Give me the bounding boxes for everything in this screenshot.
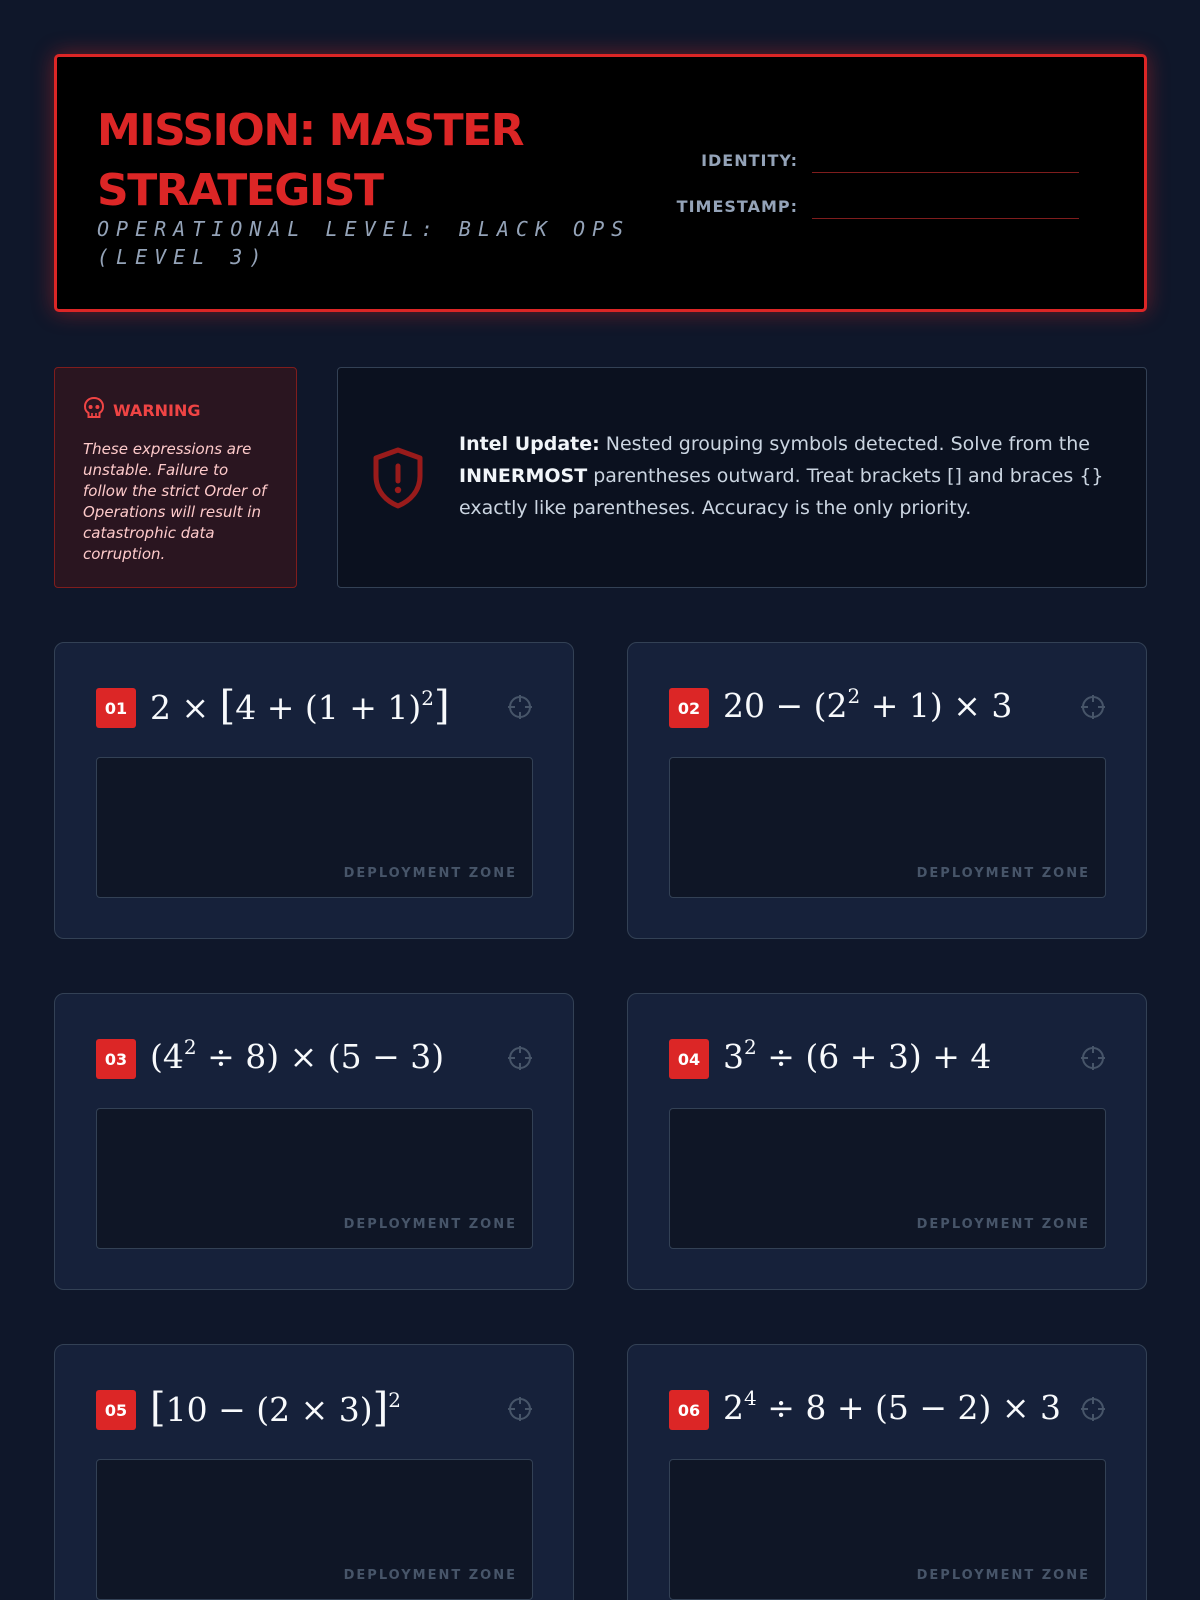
problem-expression: $20 - (2^2 + 1) \times 3$ — [723, 684, 1013, 725]
problem-card-06 — [627, 1344, 1147, 1600]
intel-text — [459, 428, 1119, 524]
timestamp-field[interactable] — [812, 193, 1079, 219]
timestamp-label: TIMESTAMP: — [676, 196, 798, 216]
problem-number: 04 — [669, 1039, 709, 1079]
mission-header — [54, 54, 1147, 312]
problem-expression: $2^4 \div 8 + (5 - 2) \times 3$ — [723, 1386, 1061, 1427]
problem-number: 01 — [96, 688, 136, 728]
deployment-zone-label: DEPLOYMENT ZONE — [916, 866, 1090, 881]
intel-panel — [337, 367, 1147, 588]
deployment-zone-label: DEPLOYMENT ZONE — [343, 1568, 517, 1583]
crosshair-icon — [507, 1396, 533, 1427]
deployment-zone-label: DEPLOYMENT ZONE — [343, 866, 517, 881]
problem-expression: $2 \times [4 + (1 + 1)^2]$ — [150, 683, 450, 729]
identity-label: IDENTITY: — [701, 150, 798, 170]
warning-text: These expressions are unstable. Failure to follow the strict Order of Operations will result in catastrophic data corruption. — [83, 440, 267, 563]
problem-card-04 — [627, 993, 1147, 1290]
warning-panel — [54, 367, 297, 588]
intel-lead: Intel Update: — [459, 433, 600, 455]
answer-box[interactable] — [96, 757, 533, 898]
problem-card-02 — [627, 642, 1147, 939]
crosshair-icon — [507, 694, 533, 725]
intel-text-part2: parentheses outward. Treat brackets [] and braces {} exactly like parentheses. Accuracy is the only priority. — [459, 465, 1104, 519]
crosshair-icon — [1080, 1045, 1106, 1076]
problem-card-05 — [54, 1344, 574, 1600]
problem-number: 03 — [96, 1039, 136, 1079]
answer-box[interactable] — [669, 1459, 1106, 1600]
problem-number: 02 — [669, 688, 709, 728]
timestamp-row — [617, 191, 1087, 221]
answer-box[interactable] — [96, 1459, 533, 1600]
problem-expression: $[10 - (2 \times 3)]^2$ — [150, 1385, 401, 1431]
problem-expression: $(4^2 \div 8) \times (5 - 3)$ — [150, 1035, 445, 1076]
page-title: MISSION: MASTER STRATEGIST — [97, 105, 524, 216]
problem-card-01 — [54, 642, 574, 939]
problem-expression: $3^2 \div (6 + 3) + 4$ — [723, 1035, 992, 1076]
crosshair-icon — [1080, 694, 1106, 725]
answer-box[interactable] — [96, 1108, 533, 1249]
page-subtitle: OPERATIONAL LEVEL: BLACK OPS (LEVEL 3) — [97, 217, 631, 269]
answer-box[interactable] — [669, 1108, 1106, 1249]
warning-heading — [83, 396, 270, 425]
deployment-zone-label: DEPLOYMENT ZONE — [343, 1217, 517, 1232]
crosshair-icon — [507, 1045, 533, 1076]
shield-alert-icon — [370, 446, 426, 515]
intel-emphasis: INNERMOST — [459, 465, 588, 487]
crosshair-icon — [1080, 1396, 1106, 1427]
intel-text-part1: Nested grouping symbols detected. Solve from the — [599, 433, 1090, 455]
problem-number: 05 — [96, 1390, 136, 1430]
deployment-zone-label: DEPLOYMENT ZONE — [916, 1568, 1090, 1583]
deployment-zone-label: DEPLOYMENT ZONE — [916, 1217, 1090, 1232]
problem-number: 06 — [669, 1390, 709, 1430]
answer-box[interactable] — [669, 757, 1106, 898]
problem-card-03 — [54, 993, 574, 1290]
warning-title: WARNING — [113, 401, 201, 420]
skull-icon — [83, 396, 113, 425]
identity-row — [617, 145, 1087, 175]
identity-field[interactable] — [812, 147, 1079, 173]
